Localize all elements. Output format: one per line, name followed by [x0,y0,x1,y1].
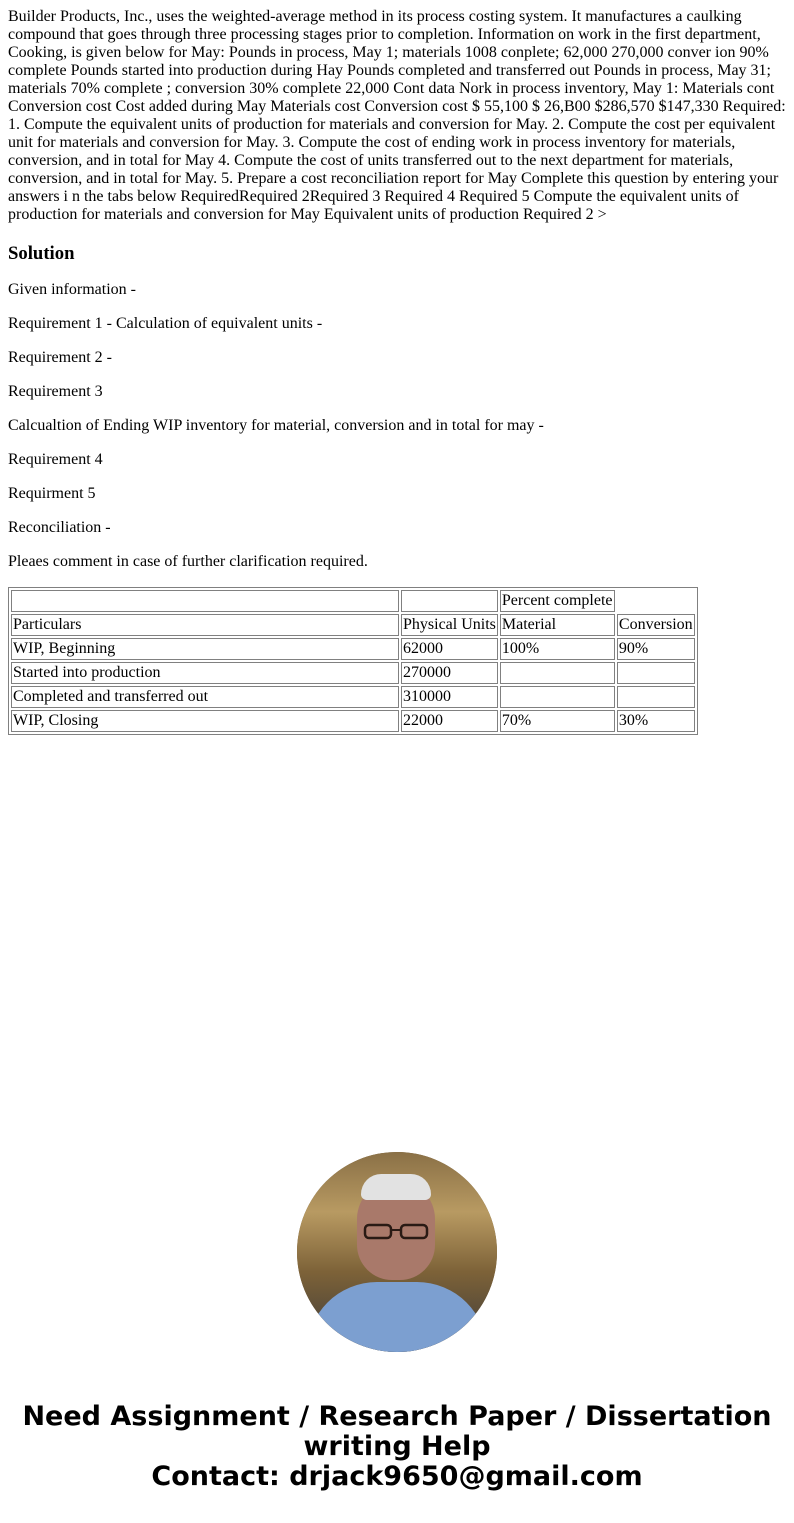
table-header-material: Material [500,614,615,636]
table-group-header-row [11,590,695,612]
promo-banner [0,1152,794,1492]
glasses-icon [361,1222,431,1240]
paragraph-requirement-1: Requirement 1 - Calculation of equivalent units - [8,315,323,332]
table-header-row [11,614,695,636]
table-cell-material [500,662,615,684]
table-cell-material: 100% [500,638,615,660]
document-body [0,0,794,735]
table-header-particulars: Particulars [11,614,399,636]
table-row [11,710,695,732]
table-header-conversion: Conversion [617,614,695,636]
table-cell-particulars: WIP, Beginning [11,638,399,660]
solution-heading: Solution [8,243,75,264]
table-cell-physical-units: 22000 [401,710,498,732]
table-cell-particulars: WIP, Closing [11,710,399,732]
paragraph-requirement-2: Requirement 2 - [8,349,112,366]
paragraph-requirement-5: Requirment 5 [8,485,96,502]
paragraph-requirement-4: Requirement 4 [8,451,103,468]
table-cell-empty [11,590,399,612]
table-row [11,686,695,708]
table-cell-conversion [617,686,695,708]
table-cell-particulars: Started into production [11,662,399,684]
table-cell-physical-units: 310000 [401,686,498,708]
promo-help-line: Need Assignment / Research Paper / Dissertation writing Help [22,1401,772,1462]
table-header-physical-units: Physical Units [401,614,498,636]
paragraph-reconciliation: Reconciliation - [8,519,111,536]
paragraph-requirement-3: Requirement 3 [8,383,103,400]
table-row [11,638,695,660]
paragraph-ending-wip: Calcualtion of Ending WIP inventory for material, conversion and in total for may - [8,417,544,434]
paragraph-given-information: Given information - [8,281,136,298]
table-cell-conversion: 30% [617,710,695,732]
table-cell-physical-units: 62000 [401,638,498,660]
table-cell-conversion: 90% [617,638,695,660]
author-avatar [297,1152,497,1352]
table-cell-material: 70% [500,710,615,732]
table-cell-particulars: Completed and transferred out [11,686,399,708]
equivalent-units-table [8,587,698,735]
table-cell-physical-units: 270000 [401,662,498,684]
table-group-header-percent-complete: Percent complete [500,590,615,612]
paragraph-comment-note: Pleaes comment in case of further clarification required. [8,553,368,570]
table-cell-empty [401,590,498,612]
table-row [11,662,695,684]
promo-text [0,1402,794,1492]
promo-contact-line: Contact: drjack9650@gmail.com [151,1461,643,1492]
table-cell-material [500,686,615,708]
question-text: Builder Products, Inc., uses the weighted-average method in its process costing system. It manufactures a caulking compound that goes through three processing stages prior to completion. Information on work in the first department, Cooking, is given below for May: Pounds in process, May 1; materials 1008 conplete; 62,000 270,000 conver ion 90% complete Pounds started into production during Hay Pounds completed and transferred out Pounds in process, May 31; materials 70% complete ; conversion 30% complete 22,000 Cont data Nork in process inventory, May 1: Materials cont Conversion cost Cost added during May Materials cost Conversion cost $ 55,100 $ 26,B00 $286,570 $147,330 Required: 1. Compute the equivalent units of production for materials and conversion for May. 2. Compute the cost per equivalent unit for materials and conversion for May. 3. Compute the cost of ending work in process inventory for materials, conversion, and in total for May 4. Compute the cost of units transferred out to the next department for materials, conversion, and in total for May. 5. Prepare a cost reconciliation report for May Complete this question by entering your answers i n the tabs below RequiredRequired 2Required 3 Required 4 Required 5 Compute the equivalent units of production for materials and conversion for May Equivalent units of production Required 2 > [8,8,786,223]
table-cell-conversion [617,662,695,684]
